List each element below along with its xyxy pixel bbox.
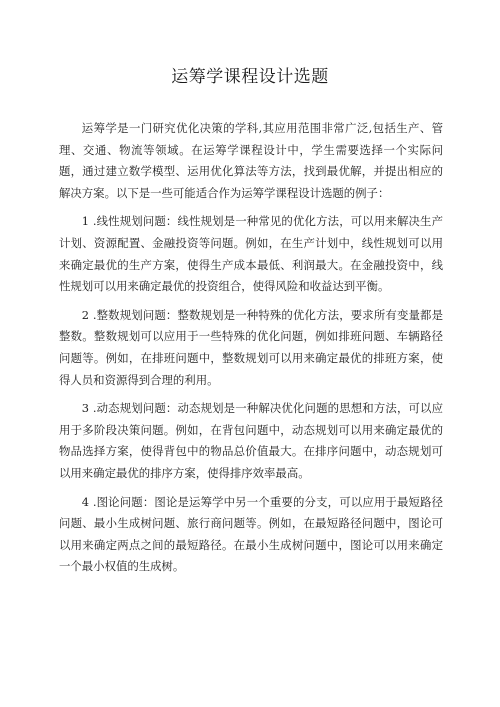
document-title: 运筹学课程设计选题 [171,67,329,87]
graph-theory-paragraph: 4 .图论问题：图论是运筹学中另一个重要的分支，可以应用于最短路径问题、最小生成树问题、旅行商问题等。例如，在最短路径问题中，图论可以用来确定两点之间的最短路径。在最小生成树问题中，图论可以用来确定一个最小权值的生成树。 [59,494,443,574]
dynamic-programming-paragraph: 3 .动态规划问题：动态规划是一种解决优化问题的思想和方法，可以应用于多阶段决策问题。例如，在背包问题中，动态规划可以用来确定最优的物品选择方案，使得背包中的物品总价值最大。在排序问题中，动态规划可以用来确定最优的排序方案，使得排序效率最高。 [59,401,443,480]
linear-programming-paragraph: 1 .线性规划问题：线性规划是一种常见的优化方法，可以用来解决生产计划、资源配置、金融投资等问题。例如，在生产计划中，线性规划可以用来确定最优的生产方案，使得生产成本最低、利润最大。在金融投资中，线性规划可以用来确定最优的投资组合，使得风险和收益达到平衡。 [59,214,443,294]
integer-programming-paragraph: 2 .整数规划问题：整数规划是一种特殊的优化方法，要求所有变量都是整数。整数规划可以应用于一些特殊的优化问题，例如排班问题、车辆路径问题等。例如，在排班问题中，整数规划可以用来确定最优的排班方案，使得人员和资源得到合理的利用。 [59,307,443,387]
document-body [59,118,443,585]
intro-paragraph: 运筹学是一门研究优化决策的学科,其应用范围非常广泛,包括生产、管理、交通、物流等领域。在运筹学课程设计中，学生需要选择一个实际问题，通过建立数学模型、运用优化算法等方法，找到最优解，并提出相应的解决方案。以下是一些可能适合作为运筹学课程设计选题的例子： [59,121,443,200]
